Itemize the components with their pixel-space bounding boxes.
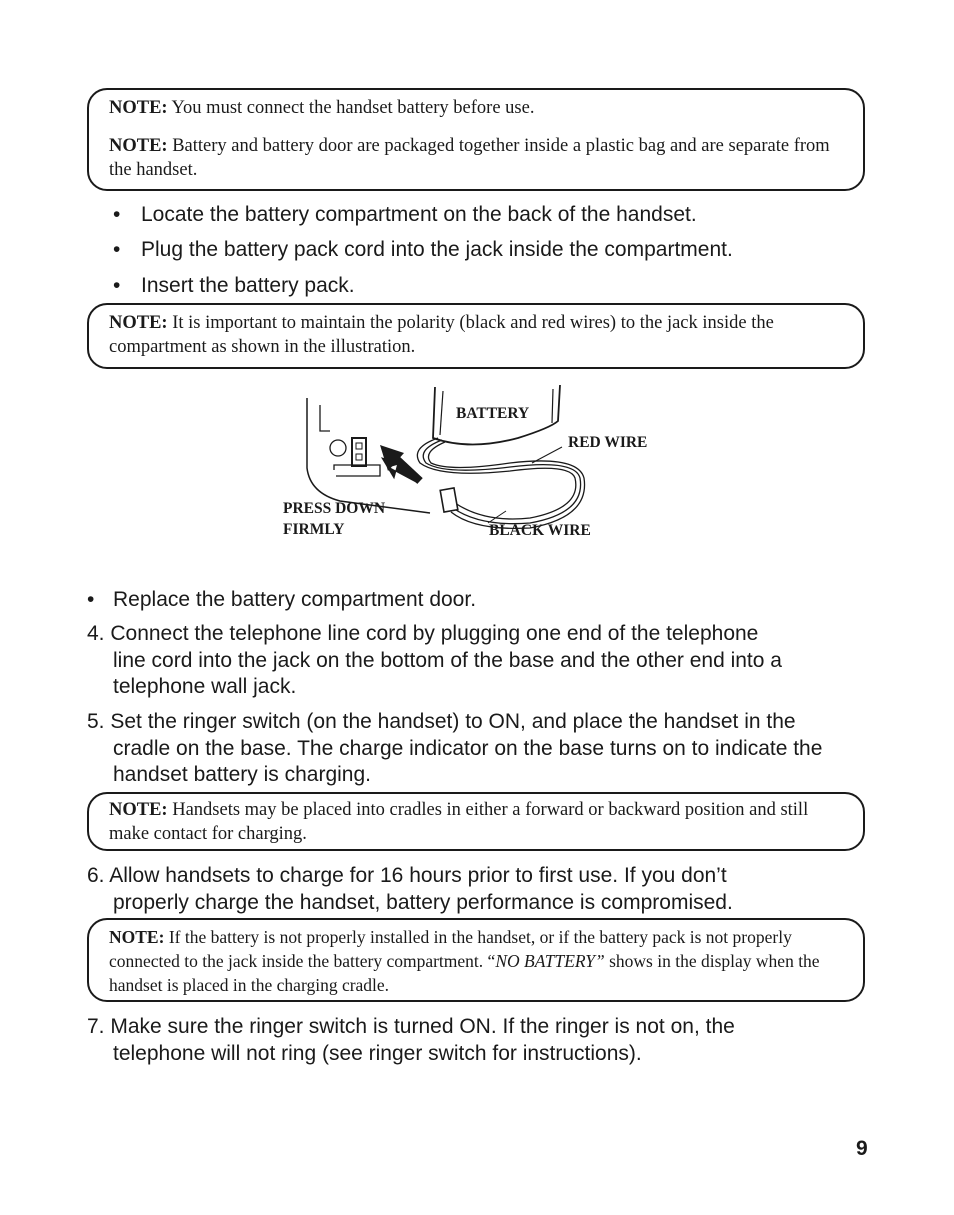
note-text: Battery and battery door are packaged together inside a plastic bag and are separate from the handset. — [109, 136, 830, 180]
step-text: 7. Make sure the ringer switch is turned ON. If the ringer is not on, the — [87, 1015, 735, 1038]
step-text-cont: line cord into the jack on the bottom of the base and the other end into a telephone wall jack. — [113, 648, 782, 698]
note-box-polarity — [87, 303, 865, 369]
bullet-symbol: • — [87, 588, 95, 611]
step-text-cont: telephone will not ring (see ringer switch for instructions). — [113, 1041, 642, 1065]
note-box-battery-connect — [87, 88, 865, 191]
note-label: NOTE: — [109, 800, 168, 820]
label-press-down-line1: PRESS DOWN — [283, 500, 386, 517]
note-box-cradle — [87, 792, 865, 851]
bullet-text: Insert the battery pack. — [141, 274, 355, 297]
step-6 — [87, 863, 887, 916]
step-text-cont: cradle on the base. The charge indicator on the base turns on to indicate the handset battery is charging. — [113, 736, 823, 786]
step-text-cont: properly charge the handset, battery performance is compromised. — [113, 890, 733, 914]
label-press-down-line2: FIRMLY — [283, 521, 345, 538]
note-text-after: shows in the display when the handset is placed in the charging cradle. — [109, 951, 820, 995]
step-7 — [87, 1014, 887, 1067]
step-4 — [87, 621, 887, 701]
wire-loop — [417, 438, 575, 519]
step-text: 6. Allow handsets to charge for 16 hours prior to first use. If you don’t — [87, 864, 727, 887]
step-text: 4. Connect the telephone line cord by plugging one end of the telephone — [87, 622, 759, 645]
note-label: NOTE: — [109, 98, 168, 118]
step-text: 5. Set the ringer switch (on the handset) to ON, and place the handset in the — [87, 710, 796, 733]
note-label: NOTE: — [109, 313, 168, 333]
bullet-text: Locate the battery compartment on the back of the handset. — [141, 203, 697, 226]
note-text: You must connect the handset battery before use. — [171, 98, 535, 118]
note-box-no-battery — [87, 918, 865, 1002]
bullet-symbol: • — [113, 238, 121, 261]
bullet-text: Plug the battery pack cord into the jack inside the compartment. — [141, 238, 733, 261]
label-press-down — [283, 498, 385, 540]
label-black-wire: BLACK WIRE — [489, 522, 591, 539]
note-italic: NO BATTERY” — [495, 951, 605, 971]
jack-socket — [352, 438, 366, 466]
note-label: NOTE: — [109, 136, 168, 156]
compartment-hole — [330, 440, 346, 456]
step-5 — [87, 709, 887, 789]
battery-connector — [440, 488, 458, 512]
bullet-symbol: • — [113, 203, 121, 226]
note-text: If the battery is not properly installed in the handset, or if the battery pack is not properly connected to the jack inside the battery compartment. “ — [109, 927, 792, 971]
bullet-symbol: • — [113, 274, 121, 297]
label-red-wire: RED WIRE — [568, 434, 648, 451]
bullet-text: Replace the battery compartment door. — [113, 588, 477, 611]
note-text: It is important to maintain the polarity (black and red wires) to the jack inside the compartment as shown in the illustration. — [109, 313, 774, 357]
label-battery: BATTERY — [456, 405, 530, 422]
note-text: Handsets may be placed into cradles in either a forward or backward position and still make contact for charging. — [109, 800, 809, 844]
handset-outline — [307, 398, 430, 513]
page-number: 9 — [856, 1137, 868, 1160]
note-label: NOTE: — [109, 927, 165, 947]
